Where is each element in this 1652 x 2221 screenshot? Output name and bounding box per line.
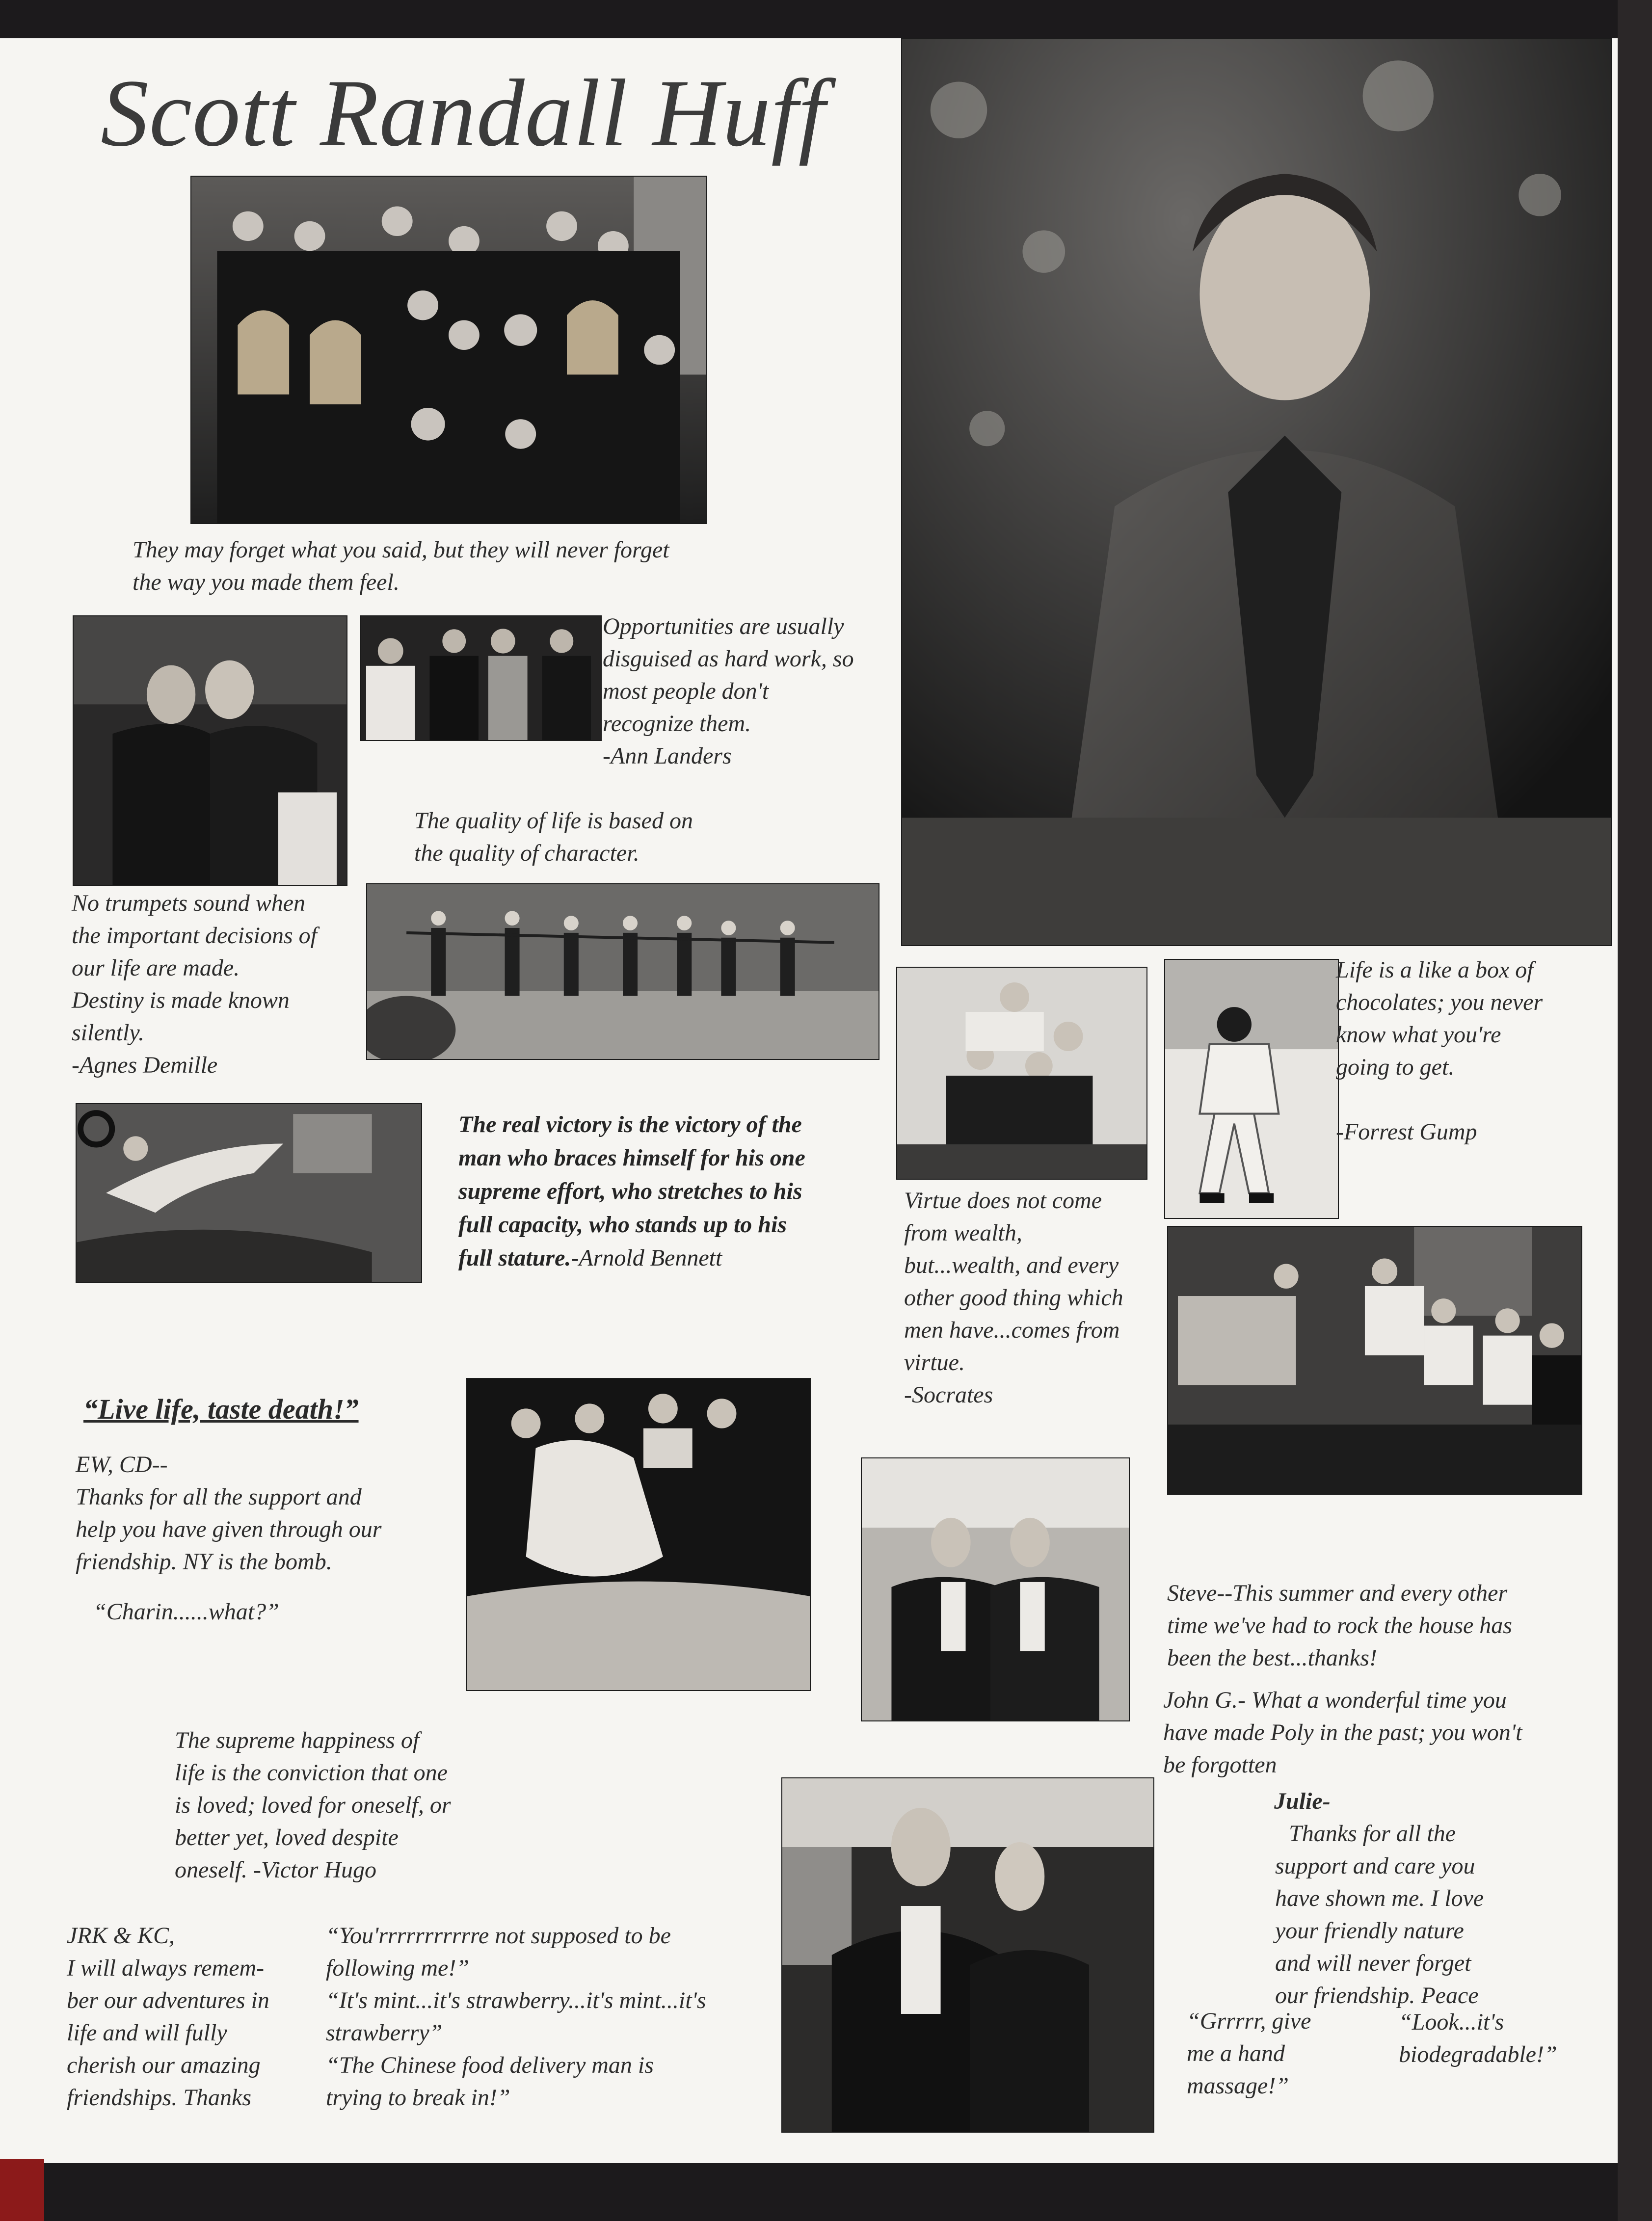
quote-victory: The real victory is the victory of the man who braces himself for his one supreme effort, who stretches to his full capacity, who stands up to his full stature.-Arnold Bennett <box>458 1111 805 1271</box>
photo-friends-dancing <box>366 883 879 1060</box>
photo-friends-on-couch <box>1167 1226 1582 1495</box>
live-life-heading: “Live life, taste death!” <box>83 1393 359 1425</box>
two-boys-in-uniform-icon <box>862 1458 1129 1720</box>
photo-four-friends <box>360 615 602 741</box>
friends-on-couch-icon <box>1168 1227 1581 1494</box>
note-julie: Thanks for all the support and care you have shown me. I love your friendly nature and will never forget our friendship. Peace <box>1275 1821 1484 2009</box>
spine-edge <box>0 2159 44 2221</box>
note-jrk: JRK & KC, I will always remem- ber our adventures in life and will fully cherish our amazing friendships. Thanks <box>67 1923 269 2111</box>
yearbook-page <box>0 38 1618 2163</box>
quote-virtue: Virtue does not come from wealth, but...wealth, and every other good thing which men have...comes from virtue. -Socrates <box>904 1188 1123 1408</box>
page-binding <box>1618 0 1652 2221</box>
friends-at-table-icon <box>897 968 1146 1179</box>
quote-quality: The quality of life is based on the quality of character. <box>414 808 693 866</box>
four-friends-icon <box>361 616 601 740</box>
photo-baseball-player <box>1164 959 1339 1219</box>
photo-friends-at-table <box>896 967 1147 1180</box>
two-friends-icon <box>74 616 346 885</box>
victory-author: -Arnold Bennett <box>571 1245 722 1271</box>
family-caption: They may forget what you said, but they will never forget the way you made them feel. <box>133 537 669 595</box>
friend-on-boat-icon <box>77 1104 421 1282</box>
photo-two-boys-in-uniform <box>861 1457 1130 1721</box>
quote-supreme: The supreme happiness of life is the conviction that one is loved; loved for oneself, or better yet, loved despite oneself. -Victor Hugo <box>175 1727 451 1883</box>
photo-two-friends <box>73 615 347 886</box>
quote-look: “Look...it's biodegradable!” <box>1399 2009 1557 2067</box>
note-john: John G.- What a wonderful time you have made Poly in the past; you won't be forgotten <box>1163 1687 1522 1778</box>
quote-youre: “You'rrrrrrrrrrre not supposed to be following me!” “It's mint...it's strawberry...it's mint...it's strawberry” “The Chinese food delivery man is trying to break in!” <box>326 1923 706 2111</box>
quote-grrrr: “Grrrrr, give me a hand massage!” <box>1187 2008 1311 2099</box>
page-title: Scott Randall Huff <box>101 60 826 166</box>
senior-portrait-icon <box>902 39 1611 945</box>
group-portrait-icon <box>191 177 706 523</box>
quote-opportunities: Opportunities are usually disguised as hard work, so most people don't recognize them. -Ann Landers <box>603 613 854 769</box>
quote-charin: “Charin......what?” <box>93 1599 279 1625</box>
couple-outdoors-icon <box>782 1778 1153 2132</box>
note-ew-cd: EW, CD-- Thanks for all the support and help you have given through our friendship. NY is the bomb. <box>76 1452 382 1575</box>
friends-on-blanket-icon <box>467 1379 810 1690</box>
note-steve: Steve--This summer and every other time we've had to rock the house has been the best...thanks! <box>1167 1580 1512 1671</box>
photo-family <box>190 176 707 524</box>
baseball-player-icon <box>1165 960 1338 1218</box>
quote-chocolates: Life is a like a box of chocolates; you never know what you're going to get. -Forrest Gump <box>1336 957 1543 1145</box>
friends-dancing-icon <box>367 884 879 1059</box>
photo-friend-on-boat <box>76 1103 422 1283</box>
photo-portrait <box>901 38 1612 946</box>
photo-couple-outdoors <box>781 1777 1154 2133</box>
note-julie-name: Julie- <box>1274 1788 1331 1814</box>
quote-trumpets: No trumpets sound when the important decisions of our life are made. Destiny is made known silently. -Agnes Demille <box>72 890 317 1078</box>
photo-friends-on-blanket <box>466 1378 811 1691</box>
victory-last-line: full stature. <box>458 1245 571 1271</box>
